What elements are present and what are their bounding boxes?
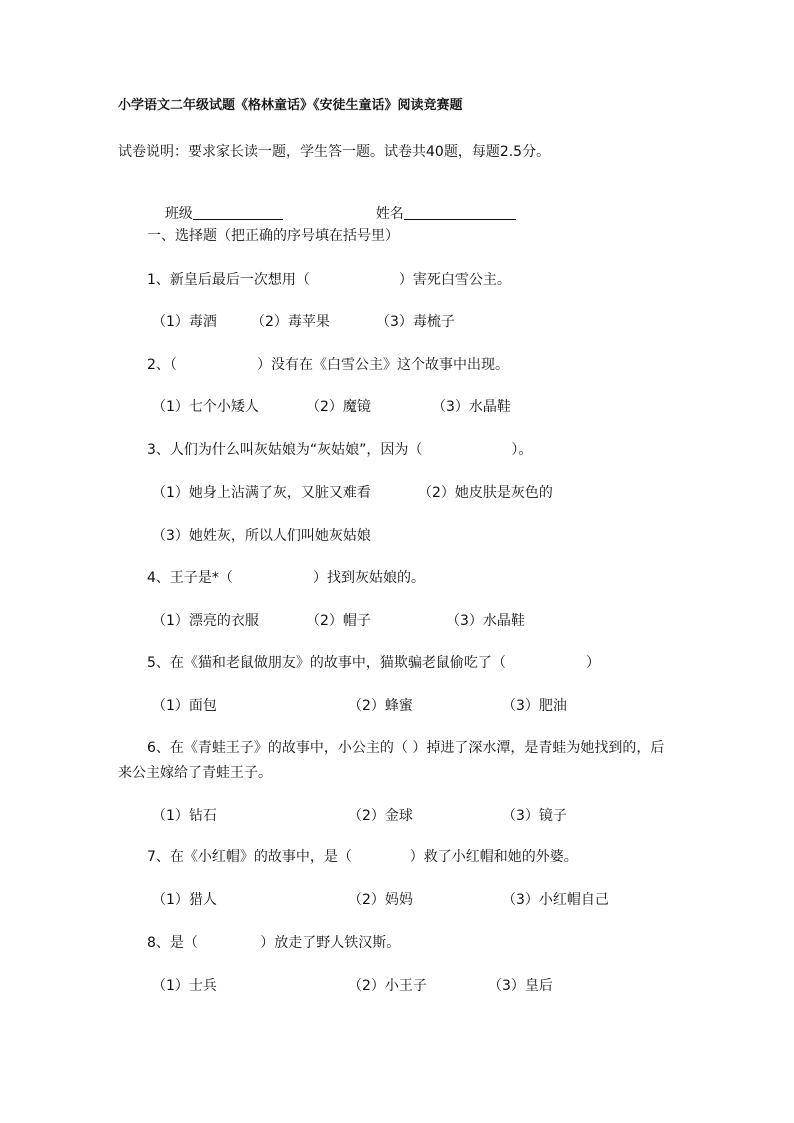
- name-blank[interactable]: [404, 205, 516, 220]
- q1-option-1: （1）毒酒: [152, 314, 217, 330]
- q1-option-2: （2）毒苹果: [251, 314, 330, 330]
- q7-option-3: （3）小红帽自己: [502, 892, 609, 908]
- q2-option-3: （3）水晶鞋: [432, 399, 511, 415]
- question-6: 6、在《青蛙王子》的故事中，小公主的（ ）掉进了深水潭，是青蛙为她找到的，后来公主嫁给了青蛙王子。: [118, 740, 665, 781]
- question-2: 2、（ ）没有在《白雪公主》这个故事中出现。: [147, 357, 510, 373]
- q5-option-1: （1）面包: [152, 698, 217, 714]
- q3-option-2: （2）她皮肤是灰色的: [418, 485, 553, 501]
- q4-option-3: （3）水晶鞋: [446, 613, 525, 629]
- question-5: 5、在《猫和老鼠做朋友》的故事中，猫欺骗老鼠偷吃了（ ）: [147, 655, 601, 671]
- q6-option-1: （1）钻石: [152, 808, 217, 824]
- question-8: 8、是（ ）放走了野人铁汉斯。: [147, 935, 401, 951]
- q2-option-1: （1）七个小矮人: [152, 399, 259, 415]
- question-1: 1、新皇后最后一次想用（ ）害死白雪公主。: [147, 272, 511, 288]
- q5-option-3: （3）肥油: [502, 698, 567, 714]
- q6-option-3: （3）镜子: [502, 808, 567, 824]
- q7-option-2: （2）妈妈: [348, 892, 413, 908]
- q8-option-1: （1）士兵: [152, 978, 217, 994]
- exam-title: 小学语文二年级试题《格林童话》《安徒生童话》阅读竞赛题: [118, 98, 463, 113]
- name-label: 姓名: [375, 206, 404, 222]
- class-blank[interactable]: [193, 205, 283, 220]
- q8-option-3: （3）皇后: [488, 978, 553, 994]
- q5-option-2: （2）蜂蜜: [348, 698, 413, 714]
- section-heading: 一、选择题（把正确的序号填在括号里）: [147, 228, 399, 244]
- q1-option-3: （3）毒梳子: [376, 314, 455, 330]
- class-label: 班级: [164, 206, 193, 222]
- question-4: 4、王子是*（ ）找到灰姑娘的。: [147, 570, 426, 586]
- exam-instructions: 试卷说明：要求家长读一题，学生答一题。试卷共40题，每题2.5分。: [118, 144, 551, 160]
- q4-option-2: （2）帽子: [306, 613, 371, 629]
- q6-option-2: （2）金球: [348, 808, 413, 824]
- q3-option-3: （3）她姓灰，所以人们叫她灰姑娘: [152, 528, 371, 544]
- q7-option-1: （1）猎人: [152, 892, 217, 908]
- question-7: 7、在《小红帽》的故事中，是（ ）救了小红帽和她的外婆。: [147, 849, 578, 865]
- q2-option-2: （2）魔镜: [306, 399, 371, 415]
- question-3: 3、人们为什么叫灰姑娘为“灰姑娘”，因为（ ）。: [147, 442, 533, 458]
- q4-option-1: （1）漂亮的衣服: [152, 613, 259, 629]
- q8-option-2: （2）小王子: [348, 978, 427, 994]
- q3-option-1: （1）她身上沾满了灰，又脏又难看: [152, 485, 371, 501]
